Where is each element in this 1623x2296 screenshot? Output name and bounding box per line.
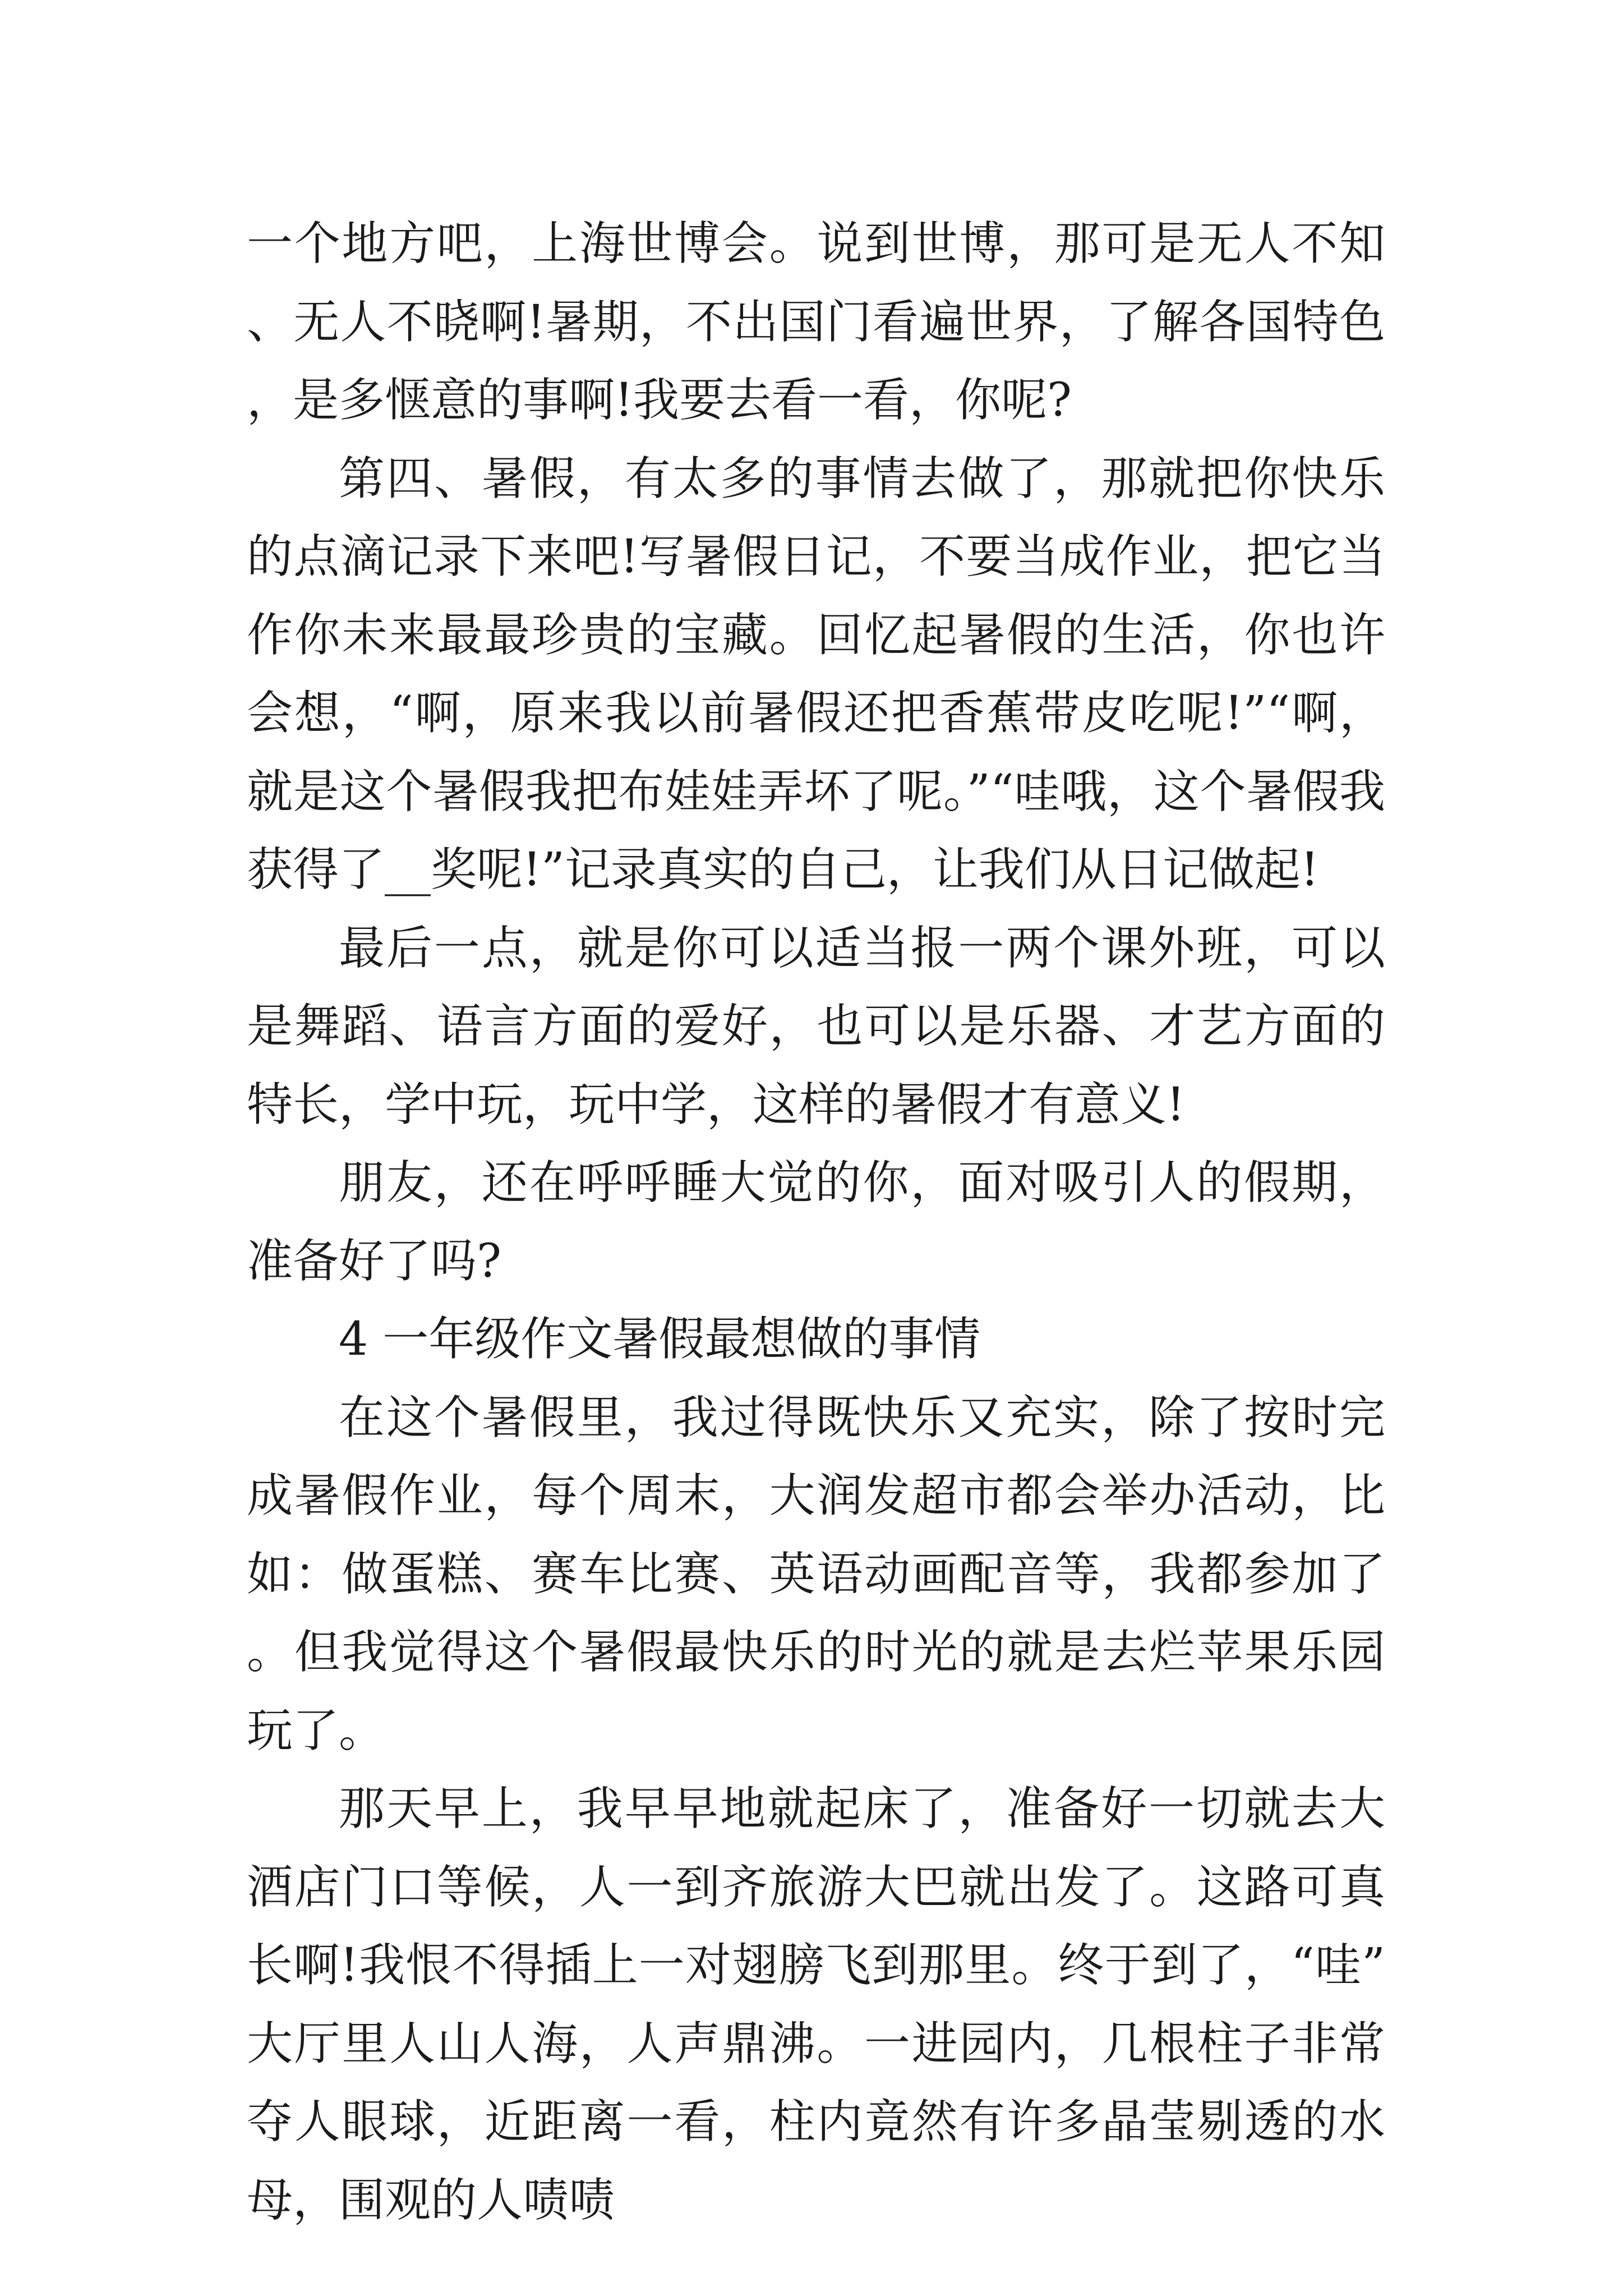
- section-heading: 4 一年级作文暑假最想做的事情: [339, 1313, 981, 1366]
- paragraph-1: 一个地方吧，上海世博会。说到世博，那可是无人不知、无人不晓啊!暑期，不出国门看遍世界，了解各国特色，是多惬意的事啊!我要去看一看，你呢?: [247, 217, 1385, 427]
- paragraph-5: 在这个暑假里，我过得既快乐又充实，除了按时完成暑假作业，每个周末，大润发超市都会举办活动，比如：做蛋糕、赛车比赛、英语动画配音等，我都参加了。但我觉得这个暑假最快乐的时光的就是去烂苹果乐园玩了。: [247, 1391, 1385, 1757]
- paragraph-4: 朋友，还在呼呼睡大觉的你，面对吸引人的假期，准备好了吗?: [247, 1156, 1385, 1288]
- paragraph-3: 最后一点，就是你可以适当报一两个课外班，可以是舞蹈、语言方面的爱好，也可以是乐器、才艺方面的特长，学中玩，玩中学，这样的暑假才有意义!: [247, 921, 1385, 1131]
- paragraph-6: 那天早上，我早早地就起床了，准备好一切就去大酒店门口等候，人一到齐旅游大巴就出发了。这路可真长啊!我恨不得插上一对翅膀飞到那里。终于到了，“哇”大厅里人山人海，人声鼎沸。一进园内，几根柱子非常夺人眼球，近距离一看，柱内竟然有许多晶莹剔透的水母，围观的人啧啧: [247, 1782, 1385, 2227]
- paragraph-2: 第四、暑假，有太多的事情去做了，那就把你快乐的点滴记录下来吧!写暑假日记，不要当成作业，把它当作你未来最最珍贵的宝藏。回忆起暑假的生活，你也许会想，“啊，原来我以前暑假还把香蕉带皮吃呢!”“啊，就是这个暑假我把布娃娃弄坏了呢。”“哇哦，这个暑假我获得了__奖呢!”记录真实的自己，让我们从日记做起!: [247, 452, 1385, 896]
- document-body: [247, 205, 1385, 2239]
